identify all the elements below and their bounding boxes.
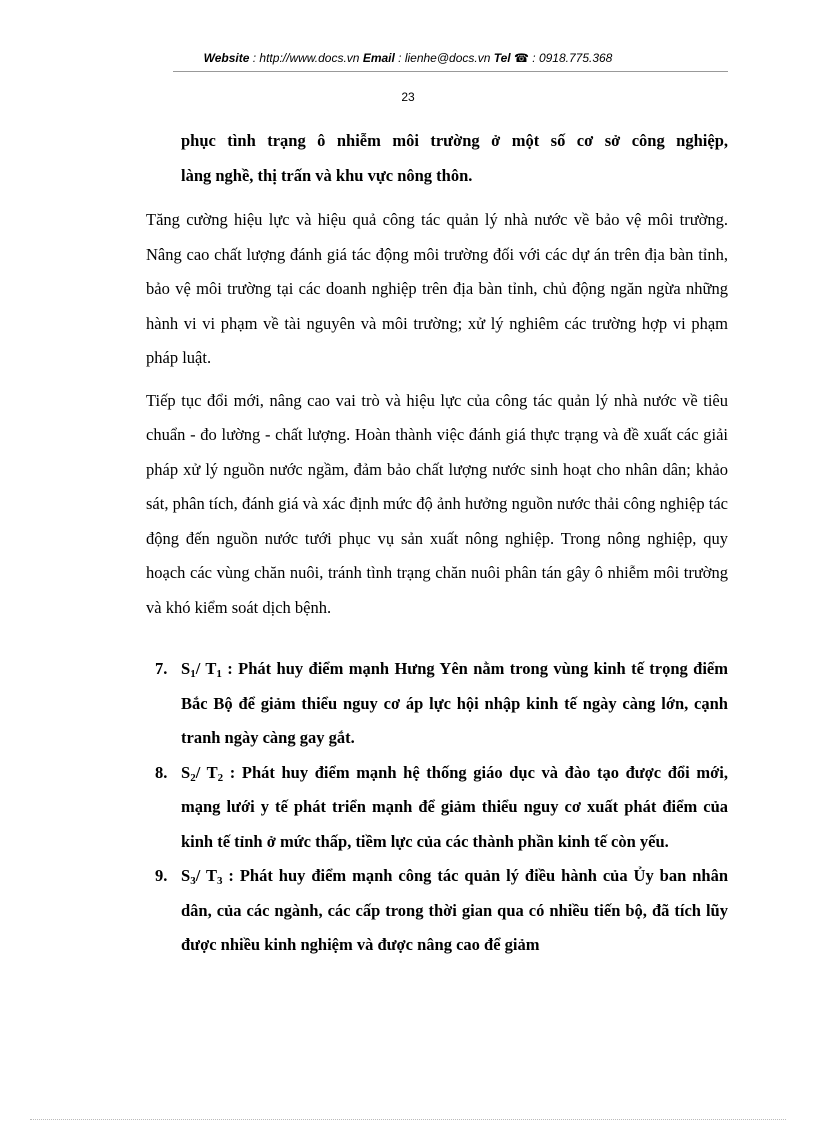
paragraph-standards <box>146 384 728 626</box>
email-value: : lienhe@docs.vn <box>394 51 494 65</box>
strategy-list <box>155 652 728 963</box>
website-value: : http://www.docs.vn <box>249 51 363 65</box>
item-s-subscript: 3 <box>190 875 196 887</box>
item-t-label: T <box>206 762 218 782</box>
item-s-label: S <box>181 762 191 782</box>
bottom-divider <box>30 1119 786 1120</box>
list-item <box>155 756 728 860</box>
item-number: 9. <box>155 866 168 885</box>
item-number: 8. <box>155 762 168 782</box>
item-separator: / <box>195 866 206 885</box>
tel-value: : 0918.775.368 <box>528 51 613 65</box>
item-s-label: S <box>181 659 191 678</box>
item-s-subscript: 1 <box>190 668 196 680</box>
paragraph-management-text: Tăng cường hiệu lực và hiệu quả công tác quản lý nhà nước về bảo vệ môi trường. Nâng cao chất lượng đánh giá tác động môi trường đối với các dự án trên địa bàn tỉnh, bảo vệ môi trường tại các doanh nghiệp trên địa bàn tỉnh, chủ động ngăn ngừa những hành vi vi phạm về tài nguyên và môi trường; xử lý nghiêm các trường hợp vi phạm pháp luật. <box>146 210 728 367</box>
item-t-label: T <box>205 659 217 678</box>
page-number: 23 <box>401 90 415 104</box>
intro-line-2: làng nghề, thị trấn và khu vực nông thôn. <box>181 165 473 185</box>
item-text: : Phát huy điểm mạnh công tác quản lý điều hành của Ủy ban nhân dân, của các ngành, các cấp trong thời gian qua có nhiều tiến bộ, đã tích lũy được nhiều kinh nghiệm và được nâng cao để giảm <box>181 866 729 954</box>
item-number: 7. <box>155 659 168 678</box>
item-text: : Phát huy điểm mạnh hệ thống giáo dục và đào tạo được đổi mới, mạng lưới y tế phát triển mạnh để giảm thiểu nguy cơ xuất phát điểm của kinh tế tỉnh ở mức thấp, tiềm lực của các thành phần kinh tế còn yếu. <box>181 762 728 851</box>
website-label: Website <box>203 51 250 65</box>
paragraph-standards-text: Tiếp tục đổi mới, nâng cao vai trò và hiệu lực của công tác quản lý nhà nước về tiêu chuẩn - đo lường - chất lượng. Hoàn thành việc đánh giá thực trạng và đề xuất các giải pháp xử lý nguồn nước ngầm, đảm bảo chất lượng nước sinh hoạt cho nhân dân; khảo sát, phân tích, đánh giá và xác định mức độ ảnh hưởng nguồn nước thải công nghiệp tác động đến nguồn nước tưới phục vụ sản xuất nông nghiệp. Trong nông nghiệp, quy hoạch các vùng chăn nuôi, tránh tình trạng chăn nuôi phân tán gây ô nhiễm môi trường và khó kiểm soát dịch bệnh. <box>146 390 728 617</box>
list-item <box>155 652 728 756</box>
email-label: Email <box>362 51 395 65</box>
item-t-subscript: 2 <box>217 771 224 784</box>
item-s-subscript: 2 <box>190 771 196 784</box>
page-header <box>0 50 816 66</box>
header-divider <box>173 71 728 72</box>
phone-icon: ☎ <box>513 51 529 65</box>
item-t-subscript: 3 <box>216 875 223 887</box>
item-t-subscript: 1 <box>216 668 222 680</box>
intro-line-1: phục tình trạng ô nhiễm môi trường ở một số cơ sở công nghiệp, <box>181 131 728 150</box>
list-item <box>155 859 728 963</box>
tel-label: Tel <box>493 51 511 65</box>
item-text: : Phát huy điểm mạnh Hưng Yên nằm trong vùng kinh tế trọng điểm Bắc Bộ để giảm thiểu nguy cơ áp lực hội nhập kinh tế ngày càng lớn, cạnh tranh ngày càng gay gắt. <box>181 659 728 747</box>
item-s-label: S <box>181 866 191 885</box>
item-t-label: T <box>205 866 217 885</box>
body-content <box>146 124 728 625</box>
item-separator: / <box>195 762 207 782</box>
item-separator: / <box>195 659 206 678</box>
paragraph-management <box>146 203 728 376</box>
